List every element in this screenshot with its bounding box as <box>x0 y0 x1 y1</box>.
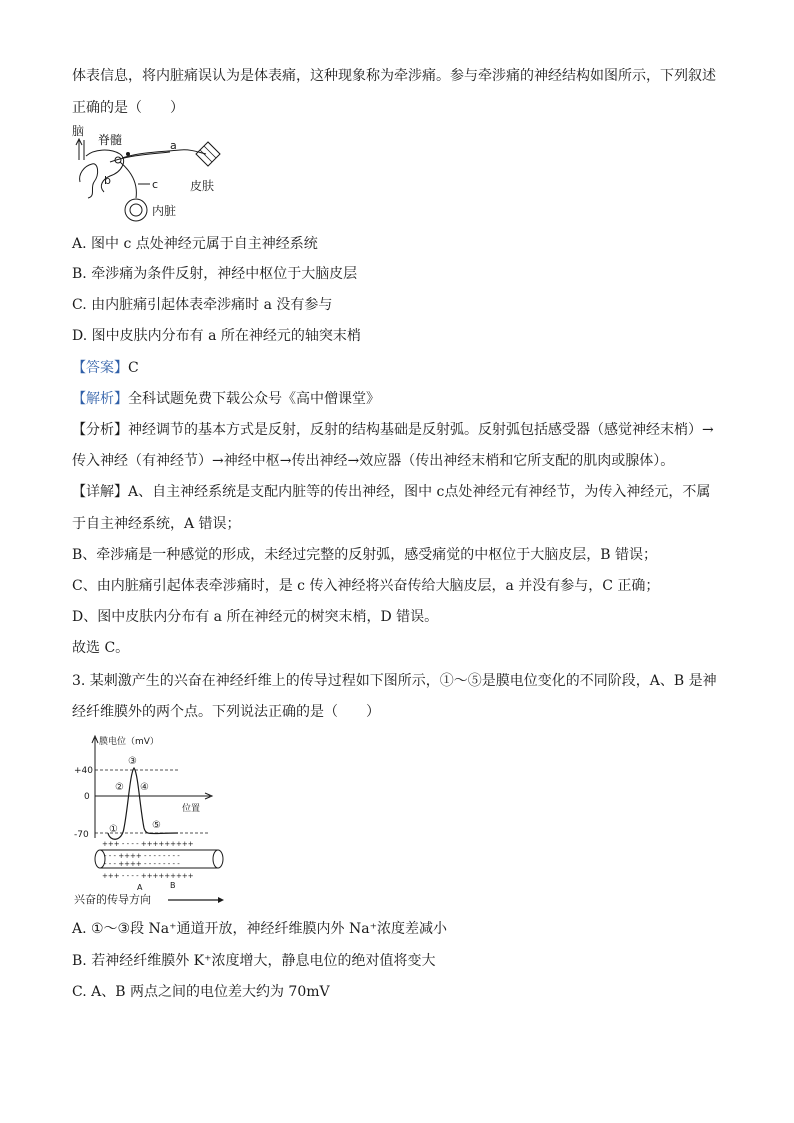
fenxi-tag: 【分析】 <box>72 422 128 438</box>
fenxi-text1: 神经调节的基本方式是反射，反射的结构基础是反射弧。反射弧包括感受器（感觉神经末梢）→ <box>128 422 714 438</box>
viscera-organ <box>125 199 147 221</box>
detail-line4: C、由内脏痛引起体表牵涉痛时，是 c 传入神经将兴奋传给大脑皮层，a 并没有参与，C 正确； <box>72 578 660 594</box>
label-b: b <box>104 174 111 187</box>
q3-option-b: B. 若神经纤维膜外 K⁺浓度增大，静息电位的绝对值将变大 <box>72 953 436 969</box>
label-a: a <box>170 139 177 152</box>
stage-1: ① <box>109 824 118 835</box>
q2-option-a: A. 图中 c 点处神经元属于自主神经系统 <box>72 236 318 252</box>
stage-4: ④ <box>140 782 149 793</box>
referred-pain-figure <box>70 122 230 224</box>
tick-plus40: +40 <box>74 766 93 776</box>
q2-stem-line1: 体表信息，将内脏痛误认为是体表痛，这种现象称为牵涉痛。参与牵涉痛的神经结构如图所示，下列叙述 <box>72 68 716 84</box>
tick-zero: 0 <box>84 792 90 802</box>
direction-label: 兴奋的传导方向 <box>74 893 151 906</box>
tick-minus70: -70 <box>74 830 89 840</box>
charges-row1: +++ - - - - +++++++++ <box>102 840 194 848</box>
spinal-cord-inner <box>80 164 98 198</box>
label-c: c <box>152 178 159 191</box>
stage-5: ⑤ <box>152 820 161 831</box>
action-potential-figure <box>70 728 230 908</box>
stage-2: ② <box>115 782 124 793</box>
brain-label: 脑 <box>72 124 85 138</box>
detail-text1: A、自主神经系统是支配内脏等的传出神经，图中 c点处神经元有神经节，为传入神经元，不属 <box>128 484 711 500</box>
skin-receptor <box>196 142 220 166</box>
q2-option-d: D. 图中皮肤内分布有 a 所在神经元的轴突末梢 <box>72 328 361 344</box>
skin-label: 皮肤 <box>190 179 215 193</box>
q3-stem-line2: 经纤维膜外的两个点。下列说法正确的是（ ） <box>72 704 380 720</box>
analysis-text: 全科试题免费下载公众号《高中僧课堂》 <box>128 391 380 407</box>
answer-tag: 【答案】 <box>72 360 128 376</box>
viscera-label: 内脏 <box>152 204 177 218</box>
q2-stem-line2: 正确的是（ ） <box>72 100 184 116</box>
q2-option-b: B. 牵涉痛为条件反射，神经中枢位于大脑皮层 <box>72 266 358 282</box>
charges-row3: - - - ++++ - - - - - - - - <box>104 860 180 868</box>
detail-line1 <box>72 482 710 502</box>
conclusion-line: 故选 C。 <box>72 640 130 656</box>
potential-curve <box>108 768 178 839</box>
analysis-line <box>72 389 380 409</box>
nerve-a <box>122 150 206 158</box>
fenxi-line1 <box>72 420 714 440</box>
answer-value: C <box>128 360 139 376</box>
detail-line3: B、牵涉痛是一种感觉的形成，未经过完整的反射弧，感受痛觉的中枢位于大脑皮层，B 错误； <box>72 547 658 563</box>
point-b-label: B <box>170 881 176 890</box>
q3-option-a: A. ①～③段 Na⁺通道开放，神经纤维膜内外 Na⁺浓度差减小 <box>72 921 447 937</box>
fenxi-line2: 传入神经（有神经节）→神经中枢→传出神经→效应器（传出神经末梢和它所支配的肌肉或腺体）。 <box>72 453 675 469</box>
spinal-label: 脊髓 <box>98 133 123 147</box>
charges-row4: +++ - - - - +++++++++ <box>102 872 194 880</box>
nerve-c <box>120 162 136 198</box>
y-axis-label: 膜电位（mV） <box>99 737 159 747</box>
q2-option-c: C. 由内脏痛引起体表牵涉痛时 a 没有参与 <box>72 297 333 313</box>
stage-3: ③ <box>128 756 137 767</box>
answer-line <box>72 358 139 378</box>
point-a-label: A <box>137 883 143 892</box>
detail-line5: D、图中皮肤内分布有 a 所在神经元的树突末梢，D 错误。 <box>72 609 439 625</box>
detail-tag: 【详解】 <box>72 484 128 500</box>
q3-option-c: C. A、B 两点之间的电位差大约为 70mV <box>72 984 330 1000</box>
analysis-tag: 【解析】 <box>72 391 128 407</box>
detail-line2: 于自主神经系统，A 错误； <box>72 516 241 532</box>
charges-row2: - - - ++++ - - - - - - - - <box>104 852 180 860</box>
direction-arrow-head <box>218 897 224 903</box>
q3-stem-line1: 3. 某刺激产生的兴奋在神经纤维上的传导过程如下图所示，①～⑤是膜电位变化的不同阶段，A、B 是神 <box>72 673 717 689</box>
x-axis-label: 位置 <box>182 804 201 814</box>
ganglion-upper <box>126 152 130 156</box>
